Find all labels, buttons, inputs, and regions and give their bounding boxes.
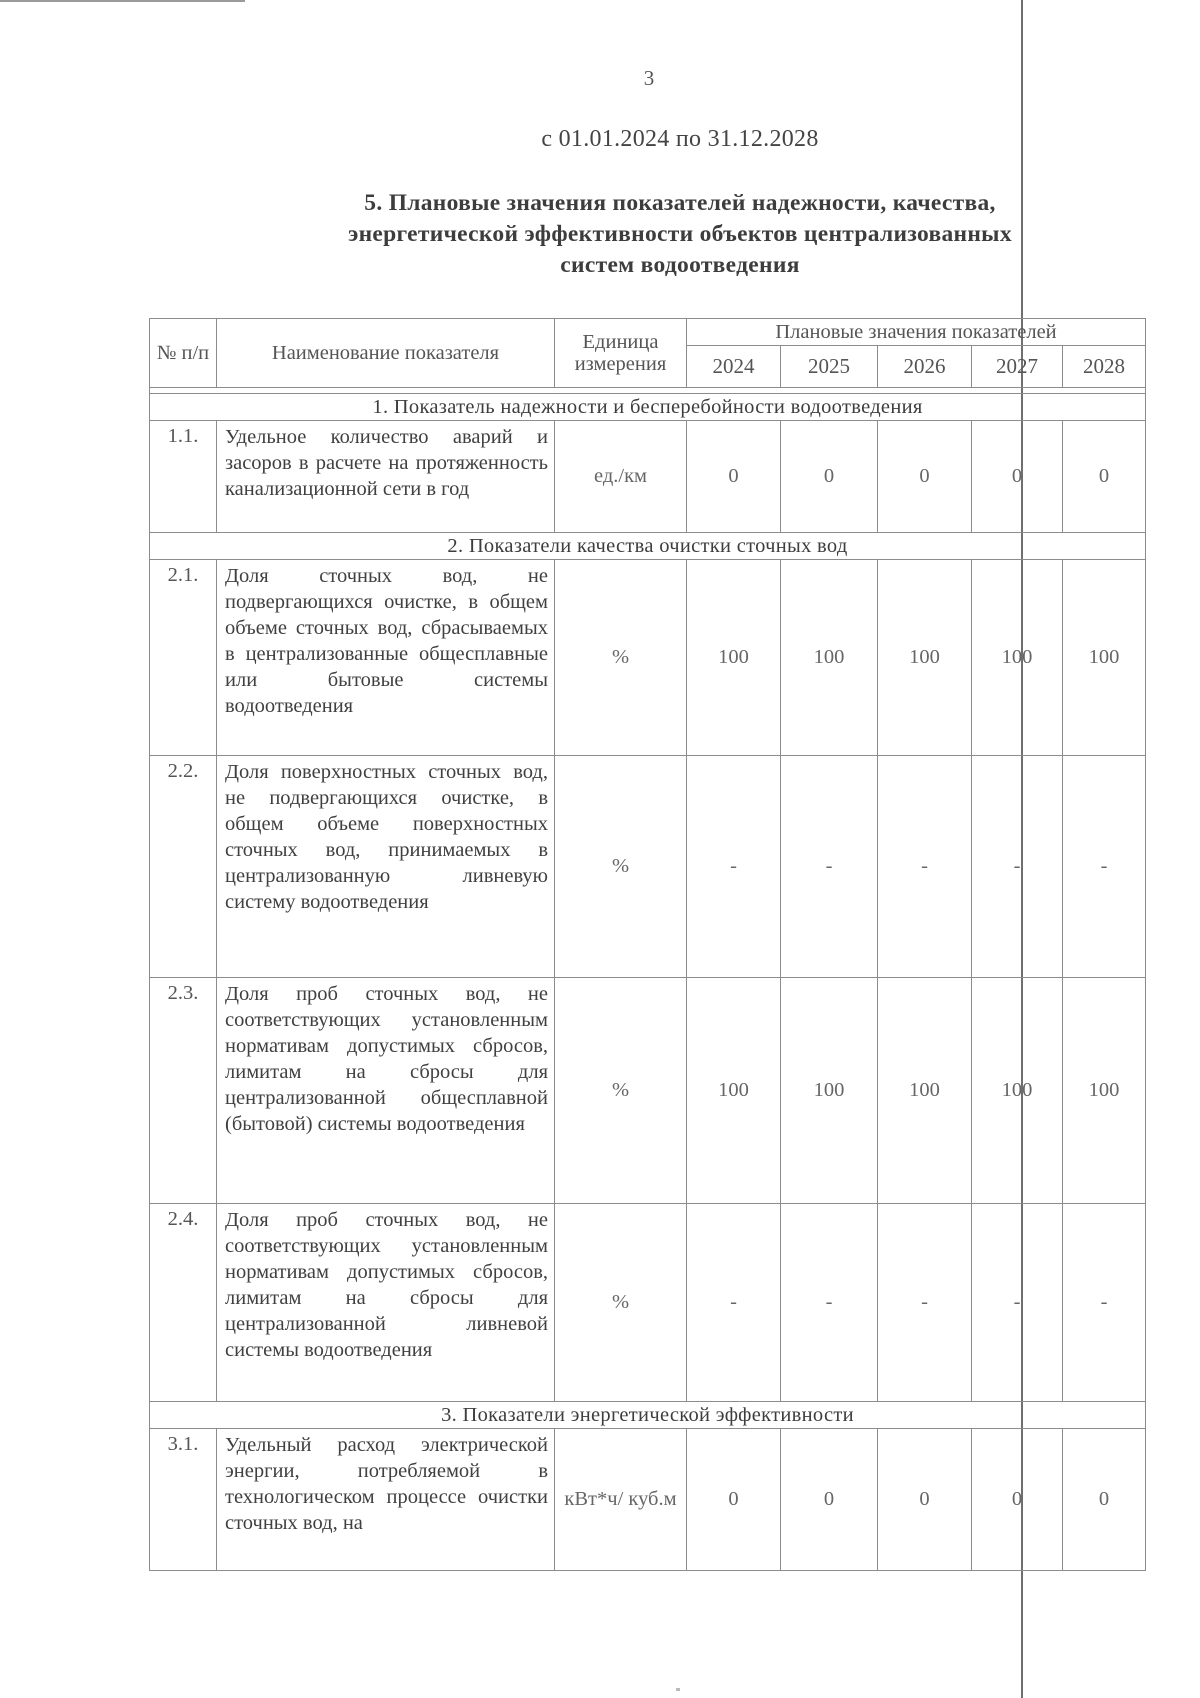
row-number: 2.4. — [150, 1204, 217, 1402]
value-cell: 0 — [972, 421, 1063, 533]
header-name: Наименование показателя — [217, 319, 555, 388]
indicator-name: Доля поверхностных сточных вод, не подвергающихся очистке, в общем объеме поверхностных сточных вод, принимаемых в централизованную ливневую систему водоотведения — [217, 756, 555, 978]
value-cell: - — [878, 1204, 972, 1402]
value-cell: 100 — [1063, 560, 1146, 756]
indicator-unit: % — [555, 560, 687, 756]
value-cell: 0 — [781, 1429, 878, 1571]
indicator-unit: % — [555, 1204, 687, 1402]
value-cell: 0 — [687, 1429, 781, 1571]
value-cell: - — [972, 1204, 1063, 1402]
header-unit: Единица измерения — [555, 319, 687, 388]
value-cell: 0 — [972, 1429, 1063, 1571]
page-number: 3 — [643, 66, 655, 90]
value-cell: 100 — [687, 978, 781, 1204]
group-title: 3. Показатели энергетической эффективности — [150, 1402, 1146, 1429]
row-number: 3.1. — [150, 1429, 217, 1571]
value-cell: - — [781, 756, 878, 978]
value-cell: - — [1063, 756, 1146, 978]
scan-dot-mark — [676, 1688, 680, 1691]
section-title-line-1: 5. Плановые значения показателей надежности, качества, — [364, 190, 996, 216]
indicator-name: Удельное количество аварий и засоров в расчете на протяженность канализационной сети в год — [217, 421, 555, 533]
header-year: 2028 — [1063, 346, 1146, 388]
indicator-unit: кВт*ч/ куб.м — [555, 1429, 687, 1571]
value-cell: 0 — [878, 1429, 972, 1571]
header-num: № п/п — [150, 319, 217, 388]
indicator-unit: % — [555, 756, 687, 978]
indicator-name: Доля проб сточных вод, не соответствующих установленным нормативам допустимых сбросов, лимитам на сбросы для централизованной ливневой системы водоотведения — [217, 1204, 555, 1402]
value-cell: - — [878, 756, 972, 978]
value-cell: - — [687, 1204, 781, 1402]
value-cell: 0 — [687, 421, 781, 533]
value-cell: 100 — [972, 560, 1063, 756]
row-number: 1.1. — [150, 421, 217, 533]
value-cell: 100 — [687, 560, 781, 756]
value-cell: 0 — [1063, 1429, 1146, 1571]
value-cell: 0 — [781, 421, 878, 533]
value-cell: 100 — [878, 978, 972, 1204]
value-cell: 100 — [781, 560, 878, 756]
value-cell: 100 — [878, 560, 972, 756]
section-title-line-3: систем водоотведения — [560, 252, 800, 278]
row-number: 2.1. — [150, 560, 217, 756]
indicator-unit: % — [555, 978, 687, 1204]
value-cell: 100 — [781, 978, 878, 1204]
value-cell: 0 — [1063, 421, 1146, 533]
group-title: 2. Показатели качества очистки сточных вод — [150, 533, 1146, 560]
scan-edge-mark — [0, 0, 245, 2]
value-cell: - — [972, 756, 1063, 978]
header-year: 2025 — [781, 346, 878, 388]
row-number: 2.2. — [150, 756, 217, 978]
value-cell: - — [1063, 1204, 1146, 1402]
value-cell: - — [781, 1204, 878, 1402]
row-number: 2.3. — [150, 978, 217, 1204]
value-cell: 0 — [878, 421, 972, 533]
header-year: 2026 — [878, 346, 972, 388]
section-title-line-2: энергетической эффективности объектов централизованных — [348, 221, 1012, 247]
indicator-unit: ед./км — [555, 421, 687, 533]
header-planned-values: Плановые значения показателей — [687, 319, 1146, 346]
value-cell: - — [687, 756, 781, 978]
group-title: 1. Показатель надежности и бесперебойности водоотведения — [150, 394, 1146, 421]
indicator-name: Доля сточных вод, не подвергающихся очистке, в общем объеме сточных вод, сбрасываемых в централизованные общесплавные или бытовые системы водоотведения — [217, 560, 555, 756]
indicators-table — [149, 318, 1146, 1571]
value-cell: 100 — [1063, 978, 1146, 1204]
header-year: 2027 — [972, 346, 1063, 388]
section-title — [235, 188, 1125, 281]
indicator-name: Удельный расход электрической энергии, потребляемой в технологическом процессе очистки сточных вод, на — [217, 1429, 555, 1571]
indicator-name: Доля проб сточных вод, не соответствующих установленным нормативам допустимых сбросов, лимитам на сбросы для централизованной общесплавной (бытовой) системы водоотведения — [217, 978, 555, 1204]
validity-period: с 01.01.2024 по 31.12.2028 — [541, 126, 819, 152]
header-year: 2024 — [687, 346, 781, 388]
value-cell: 100 — [972, 978, 1063, 1204]
